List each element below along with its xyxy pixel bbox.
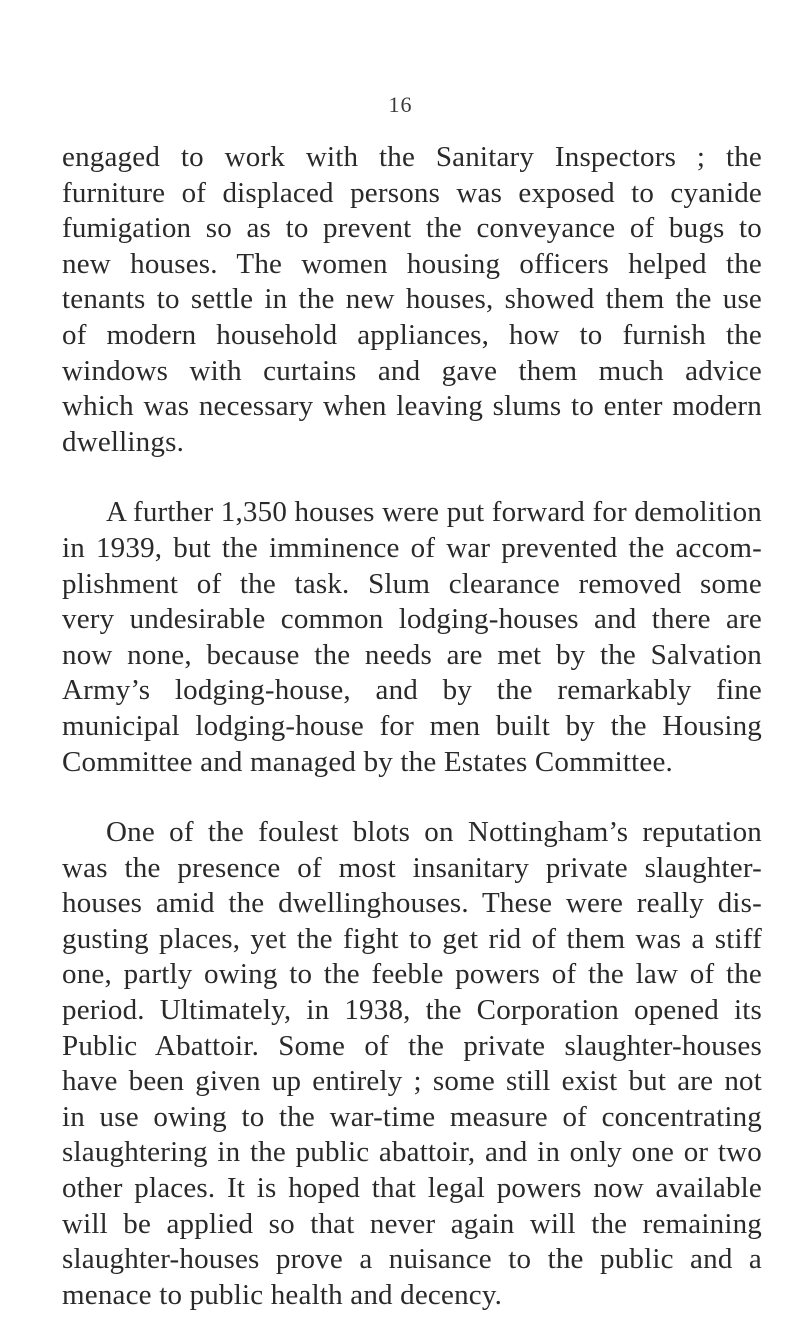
paragraph-2: [62, 495, 762, 780]
text-line: of modern household appliances, how to furnish the: [62, 318, 762, 351]
text-line: A further 1,350 houses were put forward for demolition: [106, 496, 762, 529]
text-line: dwellings.: [62, 425, 185, 458]
text-line: engaged to work with the Sanitary Inspectors ; the: [62, 141, 762, 173]
text-line: gusting places, yet the fight to get rid of them was a stiff: [62, 922, 762, 955]
text-line: now none, because the needs are met by the Salvation: [62, 638, 762, 671]
text-line: other places. It is hoped that legal powers now available: [62, 1172, 762, 1205]
text-line: Public Abattoir. Some of the private slaughter-houses: [62, 1029, 762, 1062]
text-line: One of the foulest blots on Nottingham’s reputation: [106, 816, 762, 849]
text-line: municipal lodging-house for men built by the Housing: [62, 709, 762, 742]
text-line: Committee and managed by the Estates Committee.: [62, 745, 674, 778]
text-line: houses amid the dwellinghouses. These were really dis-: [62, 887, 762, 920]
text-line: one, partly owing to the feeble powers of the law of the: [62, 958, 762, 991]
text-line: menace to public health and decency.: [62, 1278, 503, 1311]
text-line: fumigation so as to prevent the conveyance of bugs to: [62, 212, 762, 245]
text-line: furniture of displaced persons was exposed to cyanide: [62, 176, 762, 209]
text-line: was the presence of most insanitary private slaughter-: [62, 851, 762, 884]
body-text: [62, 140, 762, 1313]
text-line: in use owing to the war-time measure of concentrating: [62, 1100, 762, 1133]
text-line: Army’s lodging-house, and by the remarkably fine: [62, 674, 762, 707]
text-line: period. Ultimately, in 1938, the Corporation opened its: [62, 994, 762, 1027]
text-line: have been given up entirely ; some still exist but are not: [62, 1065, 762, 1098]
text-line: slaughter-houses prove a nuisance to the public and a: [62, 1243, 762, 1276]
text-line: slaughtering in the public abattoir, and in only one or two: [62, 1136, 762, 1169]
text-line: very undesirable common lodging-houses and there are: [62, 603, 762, 636]
paragraph-1: [62, 140, 762, 460]
text-line: plishment of the task. Slum clearance removed some: [62, 567, 762, 600]
page-number: 16: [388, 92, 413, 117]
text-line: windows with curtains and gave them much advice: [62, 354, 762, 387]
text-line: will be applied so that never again will the remaining: [62, 1207, 762, 1240]
text-line: new houses. The women housing officers helped the: [62, 247, 762, 280]
text-line: which was necessary when leaving slums to enter modern: [62, 390, 762, 423]
paragraph-3: [62, 815, 762, 1313]
text-line: tenants to settle in the new houses, showed them the use: [62, 283, 762, 316]
text-line: in 1939, but the imminence of war prevented the accom-: [62, 531, 762, 564]
